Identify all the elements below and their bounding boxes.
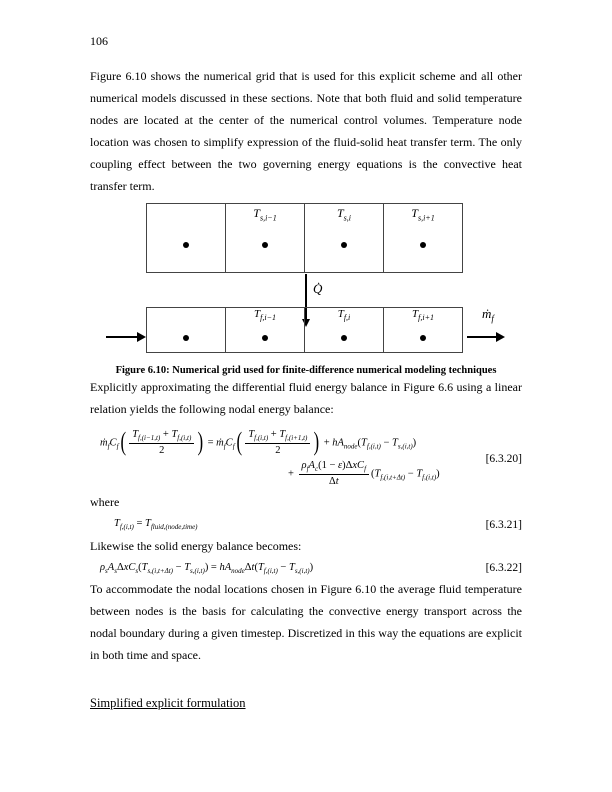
equation-body — [100, 559, 476, 578]
arrow-head — [137, 332, 146, 342]
node-dot — [262, 242, 268, 248]
equation-number: [6.3.22] — [485, 562, 522, 575]
equation-line: $ṁ_fC_f$( $\frac{T_{f,(i-1,t)} + T_{f,(i,t)}}{2}$ ) = $ṁ_fC_f$( $\frac{T_{f,(i,t)} + T_{f,(i+1,t)}}{2}$ ) + $hA_{node}(T_{f,(i,t)} - T_{s,(i,t)})$ — [100, 427, 417, 457]
node-dot — [262, 335, 268, 341]
equation-line: $\rho_sA_s\Delta xC_s(T_{s,(i,t+\Delta t)} - T_{s,(i,t)}) = hA_{node}\Delta t(T_{f,(i,t)} - T_{s,(i,t)})$ — [100, 561, 314, 575]
fluid-temp-label — [384, 308, 462, 322]
fluid-node-row — [146, 307, 466, 353]
label-sub: f,i+1 — [418, 313, 434, 323]
equation-6-3-20 — [90, 426, 522, 491]
heat-rate-label — [313, 281, 322, 297]
label-base: T — [412, 308, 419, 320]
node-dot — [183, 242, 189, 248]
likewise-text: Likewise the solid energy balance becomes: — [90, 538, 302, 553]
fluid-temp-label — [226, 308, 304, 322]
mass-flow-label — [482, 306, 494, 324]
fluid-cell — [146, 307, 226, 353]
figure-caption: Figure 6.10: Numerical grid used for finite-difference numerical modeling techniques — [115, 365, 497, 376]
label-sub: s,i+1 — [417, 213, 435, 223]
node-dot — [183, 335, 189, 341]
fluid-cell — [304, 307, 384, 353]
equation-number: [6.3.21] — [485, 518, 522, 531]
where-label: where — [90, 495, 120, 510]
node-dot — [420, 335, 426, 341]
label-sub: f — [491, 313, 494, 324]
fluid-cell — [225, 307, 305, 353]
solid-temp-label — [384, 206, 462, 222]
label-sub: s,i−1 — [259, 213, 277, 223]
label-base: Q̇ — [313, 281, 323, 296]
label-sub: f,i−1 — [260, 313, 276, 323]
label-sub: s,i — [343, 213, 352, 223]
solid-cell — [304, 203, 384, 273]
figure-6-10 — [90, 203, 522, 355]
body-paragraph-2: Explicitly approximating the differential fluid energy balance in Figure 6.6 using a linear relation yields the following nodal energy balance: — [90, 380, 522, 416]
equation-6-3-21 — [90, 515, 522, 534]
equation-number: [6.3.20] — [485, 452, 522, 465]
solid-cell — [146, 203, 226, 273]
solid-cell — [383, 203, 463, 273]
solid-temp-label — [305, 206, 383, 222]
fluid-temp-label — [305, 308, 383, 322]
fluid-cell — [383, 307, 463, 353]
equation-6-3-22 — [90, 559, 522, 578]
label-base: ṁ — [482, 306, 492, 321]
label-base: T — [253, 206, 260, 220]
label-sub: f,i — [343, 313, 351, 323]
label-base: T — [336, 206, 344, 220]
node-dot — [420, 242, 426, 248]
label-base: T — [254, 308, 261, 320]
equation-body — [114, 515, 476, 534]
solid-node-row — [146, 203, 466, 273]
solid-cell — [225, 203, 305, 273]
equation-line: $T_{f,(i,t)} = T_{fluid,(node,time)}$ — [114, 518, 198, 532]
label-base: T — [337, 308, 344, 320]
inlet-flow-arrow — [106, 336, 138, 338]
equation-line: + $\frac{\rho_fA_c(1 - \varepsilon)\Delta xC_f}{\Delta t}$ $(T_{f,(i,t+\Delta t)} - T_{f,(i,t)})$ — [288, 460, 440, 488]
solid-temp-label — [226, 206, 304, 222]
node-dot — [341, 335, 347, 341]
outlet-flow-arrow — [467, 336, 497, 338]
body-paragraph-3: To accommodate the nodal locations chosen in Figure 6.10 the average fluid temperature between nodes is the basis for calculating the convective energy transport across the nodal boundary during a given timestep. Discretized in this way the equations are explicit in both time and space. — [90, 581, 522, 662]
equation-body — [90, 426, 476, 491]
label-base: T — [411, 206, 418, 220]
body-paragraph-1: Figure 6.10 shows the numerical grid that is used for this explicit scheme and all other numerical models discussed in these sections. Note that both fluid and solid temperature nodes are located at the center of the numerical control volumes. Temperature node location was chosen to simplify expression of the fluid-solid heat transfer term. The only coupling effect between the two governing energy equations is the convective heat transfer term. — [90, 69, 522, 193]
section-heading: Simplified explicit formulation — [90, 695, 246, 710]
page-number: 106 — [90, 34, 108, 48]
arrow-head — [496, 332, 505, 342]
node-dot — [341, 242, 347, 248]
